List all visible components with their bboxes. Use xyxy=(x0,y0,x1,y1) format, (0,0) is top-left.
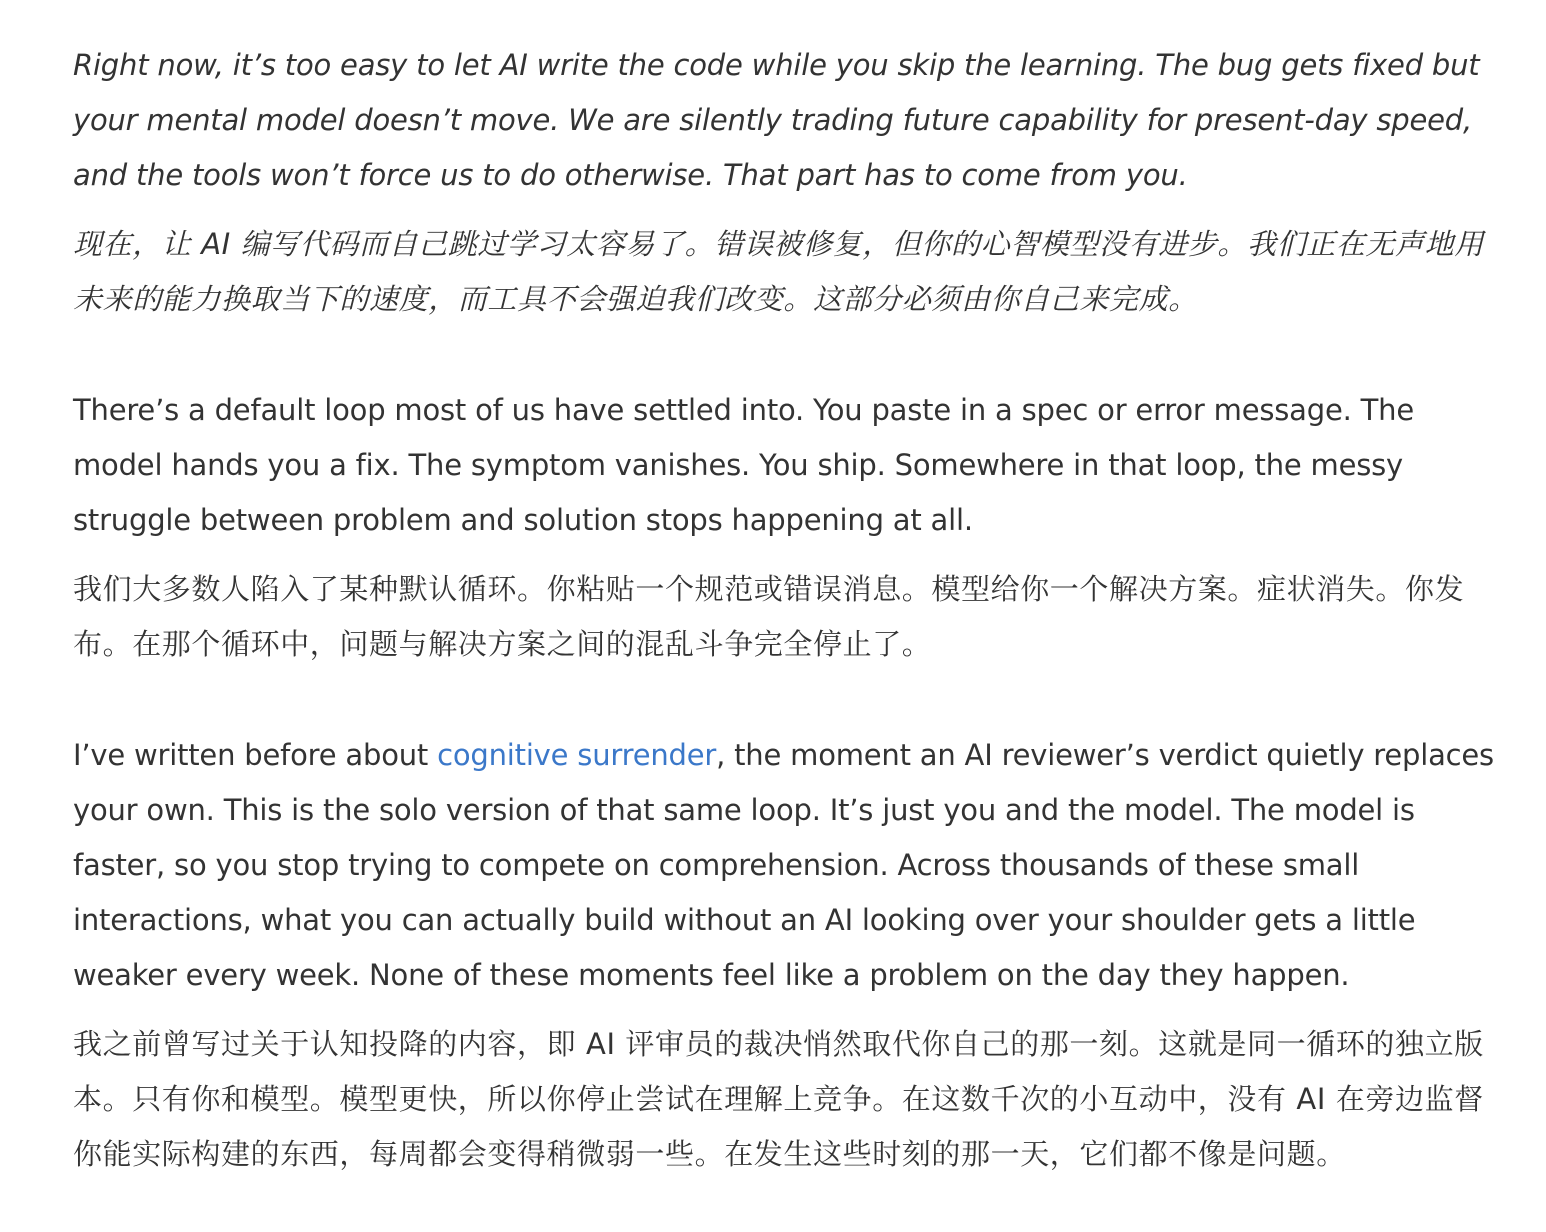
spacer xyxy=(73,203,1504,217)
paragraph-text-before-link: I’ve written before about xyxy=(73,738,438,772)
default-loop-paragraph-en: There’s a default loop most of us have settled into. You paste in a spec or error message. The model hands you a fix. The symptom vanishes. You ship. Somewhere in that loop, the messy struggle between problem and solution stops happening at all. xyxy=(73,393,1414,537)
spacer xyxy=(73,672,1504,728)
cognitive-surrender-paragraph-zh: 我之前曾写过关于认知投降的内容，即 AI 评审员的裁决悄然取代你自己的那一刻。这就是同一循环的独立版本。只有你和模型。模型更快，所以你停止尝试在理解上竞争。在这数千次的小互动中，没有 AI 在旁边监督你能实际构建的东西，每周都会变得稍微弱一些。在发生这些时刻的那一天，它们都不像是问题。 xyxy=(73,1027,1484,1171)
default-loop-paragraph-zh: 我们大多数人陷入了某种默认循环。你粘贴一个规范或错误消息。模型给你一个解决方案。症状消失。你发布。在那个循环中，问题与解决方案之间的混乱斗争完全停止了。 xyxy=(73,572,1465,661)
cognitive-surrender-link[interactable]: cognitive surrender xyxy=(437,738,717,772)
cognitive-surrender-paragraph-en xyxy=(73,728,1504,1003)
intro-paragraph-en: Right now, it’s too easy to let AI write the code while you skip the learning. The bug gets fixed but your mental model doesn’t move. We are silently trading future capability for present-day speed, and the tools won’t force us to do otherwise. That part has to come from you. xyxy=(73,48,1480,192)
paragraph-text-after-link: , the moment an AI reviewer’s verdict quietly replaces your own. This is the solo version of that same loop. It’s just you and the model. The model is faster, so you stop trying to compete on comprehension. Across thousands of these small interactions, what you can actually build without an AI looking over your shoulder gets a little weaker every week. None of these moments feel like a problem on the day they happen. xyxy=(73,738,1494,992)
spacer xyxy=(73,327,1504,383)
intro-paragraph-zh: 现在，让 AI 编写代码而自己跳过学习太容易了。错误被修复，但你的心智模型没有进步。我们正在无声地用未来的能力换取当下的速度，而工具不会强迫我们改变。这部分必须由你自己来完成。 xyxy=(73,227,1484,316)
spacer xyxy=(73,548,1504,562)
spacer xyxy=(73,1003,1504,1017)
